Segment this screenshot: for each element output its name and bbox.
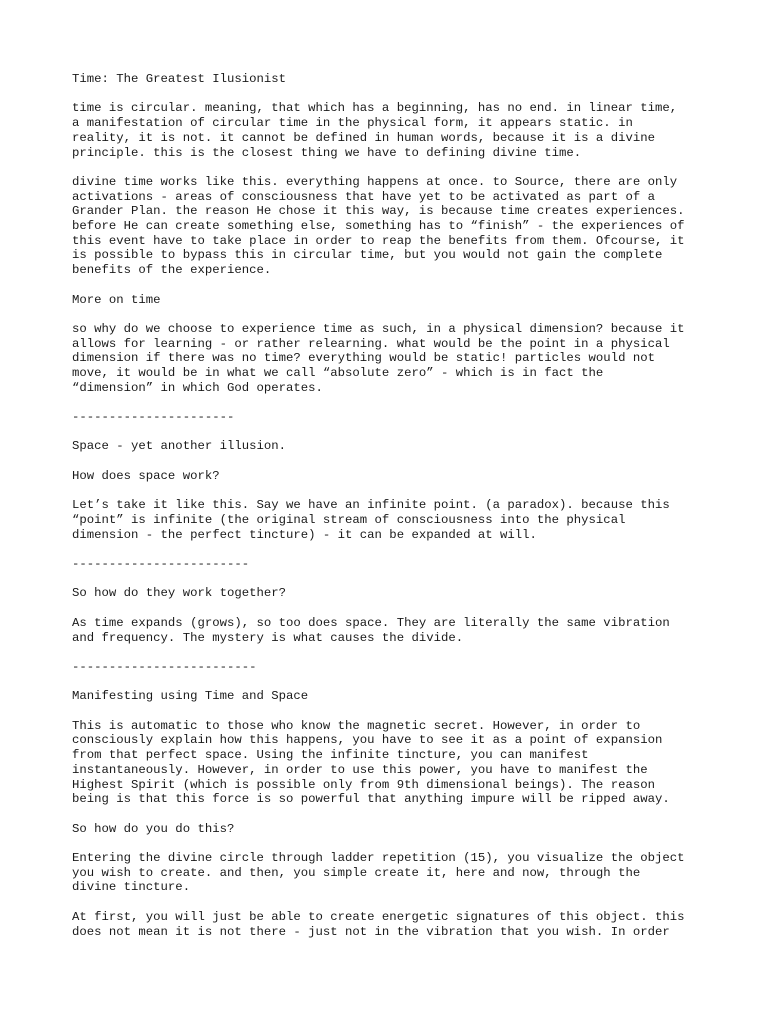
paragraph-energetic-signatures: At first, you will just be able to create energetic signatures of this object. this does not mean it is not there - just not in the vibration that you wish. In order: [72, 909, 685, 939]
paragraph-circular-time: time is circular. meaning, that which has a beginning, has no end. in linear time, a manifestation of circular time in the physical form, it appears static. in reality, it is not. it cannot be defined in human words, because it is a divine principle. this is the closest thing we have to defining divine time.: [72, 101, 678, 160]
paragraph-divine-time: divine time works like this. everything happens at once. to Source, there are only activations - areas of consciousness that have yet to be activated as part of a Grander Plan. the reason He chose it this way, is because time creates experiences. before He can create something else, something has to “finish” - the experiences of this event have to take place in order to reap the benefits from them. Ofcourse, it is possible to bypass this in circular time, but you would not gain the complete benefits of the experience.: [72, 174, 685, 278]
separator-line: -------------------------: [72, 659, 257, 674]
paragraph-divine-circle: Entering the divine circle through ladder repetition (15), you visualize the object you wish to create. and then, you simple create it, here and now, through the divine tincture.: [72, 851, 685, 895]
heading-space: Space - yet another illusion.: [72, 439, 287, 454]
paragraph-magnetic-secret: This is automatic to those who know the magnetic secret. However, in order to consciously explain how this happens, you have to see it as a point of expansion from that perfect space. Using the infinite tincture, you can manifest instantaneously. However, in order to use this power, you have to manifest the Highest Spirit (which is possible only from 9th dimensional beings). The reason being is that this force is so powerful that anything impure will be ripped away.: [72, 718, 670, 807]
heading-how-space-works: How does space work?: [72, 468, 220, 483]
paragraph-infinite-point: Let’s take it like this. Say we have an infinite point. (a paradox). because this “point” is infinite (the original stream of consciousness into the physical dimension - the perfect tincture) - it can be expanded at will.: [72, 498, 670, 542]
paragraph-why-time: so why do we choose to experience time as such, in a physical dimension? because it allows for learning - or rather relearning. what would be the point in a physical dimension if there was no time? everything would be static! particles would not move, it would be in what we call “absolute zero” - which is in fact the “dimension” in which God operates.: [72, 321, 685, 395]
separator-line: ------------------------: [72, 557, 250, 572]
separator-line: ----------------------: [72, 410, 235, 425]
heading-work-together: So how do they work together?: [72, 586, 287, 601]
heading-more-on-time: More on time: [72, 292, 161, 307]
heading-how-do-you-do-this: So how do you do this?: [72, 821, 235, 836]
document-body: [72, 72, 712, 954]
document-title: Time: The Greatest Ilusionist: [72, 72, 287, 86]
heading-manifesting: Manifesting using Time and Space: [72, 689, 309, 704]
paragraph-time-expands: As time expands (grows), so too does space. They are literally the same vibration and frequency. The mystery is what causes the divide.: [72, 615, 670, 645]
